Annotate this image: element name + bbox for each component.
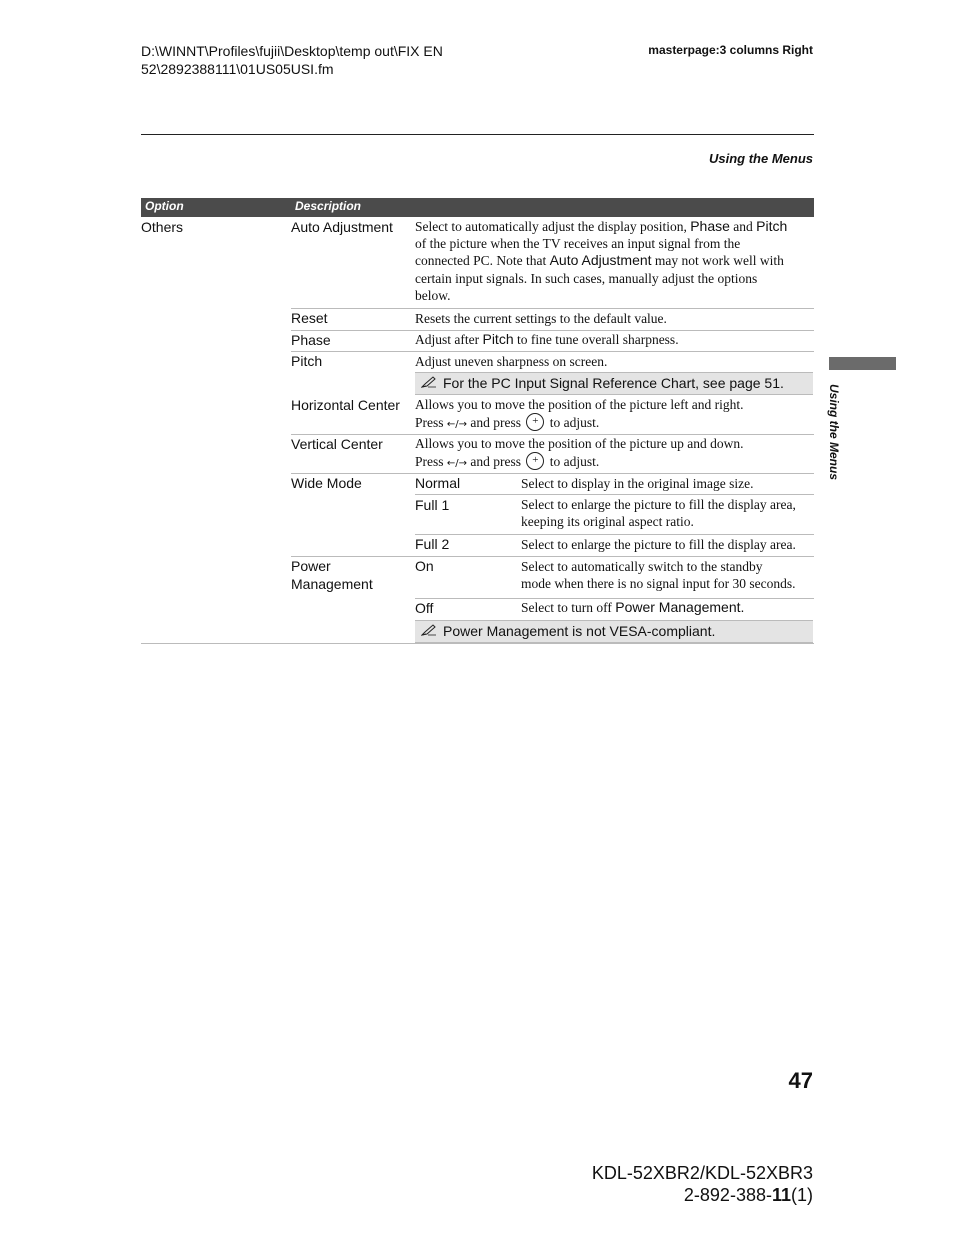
file-path-line-2: 52\2892388111\01US05USI.fm — [141, 61, 334, 77]
pitch-note-text: For the PC Input Signal Reference Chart, see page 51. — [443, 375, 784, 391]
auto-adjustment-description: Select to automatically adjust the display position, Phase and Pitch of the picture when the TV receives an input signal from the connected PC. Note that Auto Adjustment may not work well with certain input signals. In such cases, manually adjust the options below. — [415, 218, 788, 303]
setting-pitch: Pitch — [291, 353, 323, 369]
column-header-option: Option — [145, 199, 184, 213]
setting-reset: Reset — [291, 310, 328, 326]
section-title: Using the Menus — [708, 151, 813, 166]
row-divider — [415, 534, 814, 535]
enter-button-icon — [526, 452, 544, 470]
column-header-description: Description — [295, 199, 362, 213]
pitch-description: Adjust uneven sharpness on screen. — [415, 354, 608, 369]
left-right-arrow-icon: ←/→ — [446, 458, 468, 470]
left-right-arrow-icon: ←/→ — [446, 419, 468, 431]
power-management-on-description: Select to automatically switch to the standby mode when there is no signal input for 30 seconds. — [521, 559, 796, 592]
enter-button-icon — [526, 413, 544, 431]
wide-mode-normal: Normal — [415, 475, 461, 491]
setting-auto-adjustment: Auto Adjustment — [291, 219, 393, 235]
side-tab-bar — [829, 357, 896, 370]
wide-mode-normal-description: Select to display in the original image size. — [521, 476, 754, 491]
power-management-on: On — [415, 558, 434, 574]
power-management-note-text: Power Management is not VESA-compliant. — [443, 623, 716, 639]
page-number: 47 — [788, 1068, 813, 1093]
reset-description: Resets the current settings to the default value. — [415, 311, 667, 326]
note-pencil-icon — [421, 376, 437, 388]
setting-power-management: Power Management — [291, 558, 373, 592]
file-path-line-1: D:\WINNT\Profiles\fujii\Desktop\temp out\FIX EN — [141, 43, 443, 59]
pitch-note — [415, 372, 813, 395]
wide-mode-full-1: Full 1 — [415, 497, 450, 513]
setting-vertical-center: Vertical Center — [291, 436, 383, 452]
masterpage-label: masterpage:3 columns Right — [648, 43, 813, 57]
side-tab-label: Using the Menus — [827, 384, 841, 481]
row-divider — [415, 494, 814, 495]
model-code: 2-892-388-11(1) — [683, 1185, 813, 1205]
row-divider — [291, 308, 814, 309]
table-header — [141, 198, 814, 217]
note-pencil-icon — [421, 624, 437, 636]
option-others: Others — [141, 219, 184, 235]
wide-mode-full-1-description: Select to enlarge the picture to fill the display area, keeping its original aspect ratio. — [521, 497, 796, 530]
side-tab — [826, 384, 846, 504]
power-management-off: Off — [415, 600, 434, 616]
setting-horizontal-center: Horizontal Center — [291, 397, 400, 413]
row-divider — [291, 473, 814, 474]
table-bottom-rule — [141, 643, 814, 644]
setting-phase: Phase — [291, 332, 331, 348]
model-name: KDL-52XBR2/KDL-52XBR3 — [591, 1163, 813, 1183]
file-path — [141, 42, 521, 78]
horizontal-center-description: Allows you to move the position of the picture left and right. Press ←/→ and press + to adjust. — [415, 396, 814, 433]
power-management-note — [415, 620, 813, 643]
vertical-center-description: Allows you to move the position of the picture up and down. Press ←/→ and press + to adjust. — [415, 435, 814, 472]
power-management-off-description: Select to turn off Power Management. — [521, 599, 745, 615]
row-divider — [291, 351, 814, 352]
header-rule — [141, 134, 814, 135]
setting-wide-mode: Wide Mode — [291, 475, 362, 491]
wide-mode-full-2: Full 2 — [415, 536, 450, 552]
wide-mode-full-2-description: Select to enlarge the picture to fill the display area. — [521, 537, 796, 552]
phase-description: Adjust after Pitch to fine tune overall sharpness. — [415, 331, 679, 347]
model-info — [592, 1162, 813, 1206]
